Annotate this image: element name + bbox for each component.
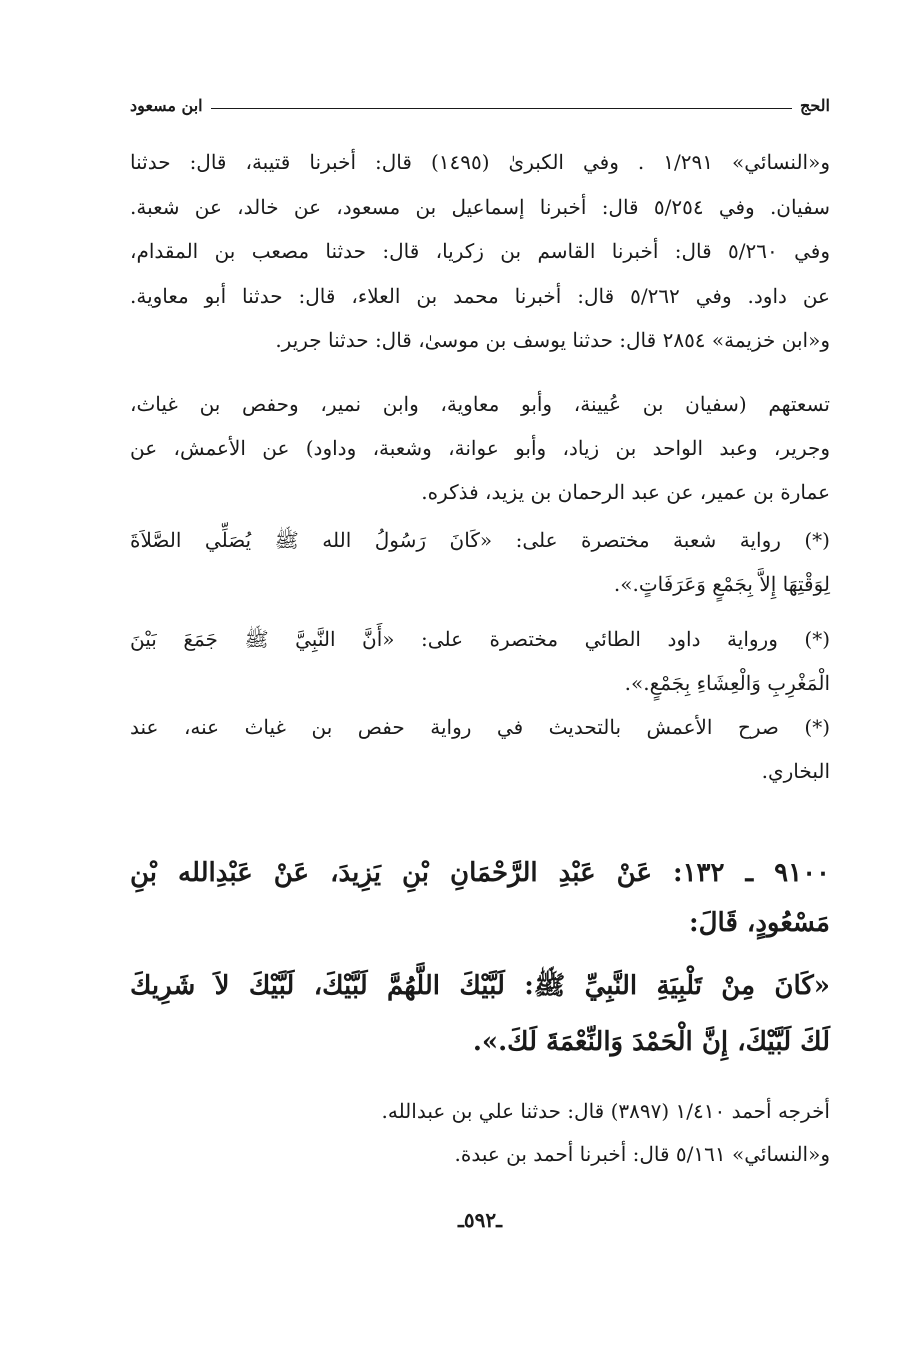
text-line: مَسْعُودٍ، قَالَ: [689,908,830,938]
text-line: تسعتهم (سفيان بن عُيينة، وأبو معاوية، وابن نمير، وحفص بن غياث، [130,392,830,416]
text-line: البخاري. [761,759,830,783]
header-author: ابن مسعود [130,95,203,115]
running-header [130,92,830,118]
text-line: «كَانَ مِنْ تَلْبِيَةِ النَّبِيِّ ﷺ: لَبَّيْكَ اللَّهُمَّ لَبَّيْكَ، لَبَّيْكَ لاَ شَرِيكَ [130,971,831,1001]
header-chapter: الحج [800,95,830,115]
page-number: ـ٥٩٢ـ [458,1208,502,1232]
text-line: لِوَقْتِهَا إِلاَّ بِجَمْعٍ وَعَرَفَاتٍ.». [613,572,830,596]
note-paragraph-3 [130,705,830,793]
text-line: لَكَ لَبَّيْكَ، إِنَّ الْحَمْدَ وَالنِّعْمَةَ لَكَ.». [472,1027,830,1057]
text-line: أخرجه أحمد ١/٤١٠ (٣٨٩٧) قال: حدثنا علي بن عبدالله. [381,1099,830,1123]
text-line: و«النسائي» ٥/١٦١ قال: أخبرنا أحمد بن عبدة. [454,1142,830,1166]
text-line: سفيان. وفي ٥/٢٥٤ قال: أخبرنا إسماعيل بن مسعود، عن خالد، عن شعبة. [130,194,830,219]
hadith-isnad [130,848,830,948]
text-line: عمارة بن عمير، عن عبد الرحمان بن يزيد، فذكره. [421,480,830,504]
note-paragraph-2 [130,617,830,705]
text-line: و«ابن خزيمة» ٢٨٥٤ قال: حدثنا يوسف بن موسىٰ، قال: حدثنا جرير. [275,328,830,352]
page [130,0,830,1350]
text-line: (*) ورواية داود الطائي مختصرة على: «أَنَّ النَّبِيَّ ﷺ جَمَعَ بَيْنَ [130,627,830,651]
text-line: وفي ٥/٢٦٠ قال: أخبرنا القاسم بن زكريا، قال: حدثنا مصعب بن المقدام، [130,239,830,263]
text-line: وجرير، وعبد الواحد بن زياد، وأبو عوانة، وشعبة، وداود) عن الأعمش، عن [130,436,830,460]
citation-paragraph-2 [130,1090,830,1176]
citation-paragraph-1 [130,140,830,363]
text-line: الْمَغْرِبِ وَالْعِشَاءِ بِجَمْعٍ.». [624,671,830,695]
text-line: عن داود. وفي ٥/٢٦٢ قال: أخبرنا محمد بن العلاء، قال: حدثنا أبو معاوية. [130,283,830,308]
text-line: (*) صرح الأعمش بالتحديث في رواية حفص بن غياث عنه، عند [130,715,830,739]
header-rule [211,108,792,109]
narrators-paragraph [130,382,830,514]
text-line: (*) رواية شعبة مختصرة على: «كَانَ رَسُولُ الله ﷺ يُصَلِّي الصَّلاَةَ [130,528,830,552]
text-line: ٩١٠٠ ـ ١٣٢: عَنْ عَبْدِ الرَّحْمَانِ بْنِ يَزِيدَ، عَنْ عَبْدِالله بْنِ [130,858,830,888]
note-paragraph-1 [130,518,830,606]
hadith-matn [130,958,830,1070]
text-line: و«النسائي» ١/٢٩١ . وفي الكبرىٰ (١٤٩٥) قال: أخبرنا قتيبة، قال: حدثنا [130,150,830,174]
